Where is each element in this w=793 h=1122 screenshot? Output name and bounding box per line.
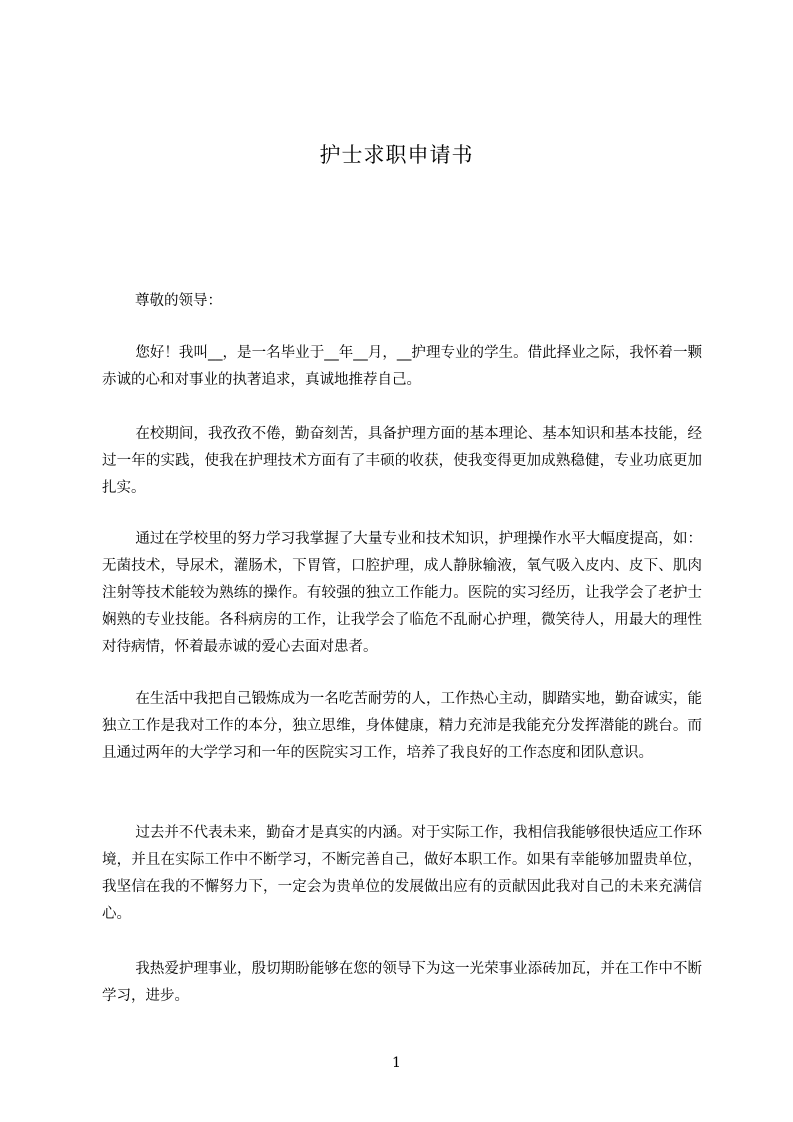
paragraph-text: 过去并不代表未来，勤奋才是真实的内涵。对于实际工作，我相信我能够很快适应工作环境，并且在实际工作中不断学习，不断完善自己，做好本职工作。如果有幸能够加盟贵单位，我坚信在我的不懈努力下，一定会为贵单位的发展做出应有的贡献因此我对自己的未来充满信心。 (102, 825, 702, 922)
paragraph-text: 通过在学校里的努力学习我掌握了大量专业和技术知识，护理操作水平大幅度提高，如：无菌技术，导尿术，灌肠术，下胃管，口腔护理，成人静脉输液，氧气吸入皮内、皮下、肌肉注射等技术能较为熟练的操作。有较强的独立工作能力。医院的实习经历，让我学会了老护士娴熟的专业技能。各科病房的工作，让我学会了临危不乱耐心护理，微笑待人，用最大的理性对待病情，怀着最赤诚的爱心去面对患者。 (102, 531, 702, 655)
document-title: 护士求职申请书 (319, 143, 474, 167)
paragraph-6 (102, 956, 702, 1010)
paragraph-5 (102, 820, 702, 928)
paragraph-text: 您好！我叫__，是一名毕业于__年__月，__护理专业的学生。借此择业之际，我怀着一颗赤诚的心和对事业的执著追求，真诚地推荐自己。 (102, 345, 702, 388)
paragraph-2 (102, 421, 702, 502)
paragraph-1 (102, 340, 702, 394)
salutation: 尊敬的领导： (135, 293, 222, 309)
paragraph-text: 在校期间，我孜孜不倦，勤奋刻苦，具备护理方面的基本理论、基本知识和基本技能，经过一年的实践，使我在护理技术方面有了丰硕的收获，使我变得更加成熟稳健，专业功底更加扎实。 (102, 426, 702, 496)
paragraph-text: 在生活中我把自己锻炼成为一名吃苦耐劳的人，工作热心主动，脚踏实地，勤奋诚实，能独立工作是我对工作的本分，独立思维，身体健康，精力充沛是我能充分发挥潜能的跳台。而且通过两年的大学学习和一年的医院实习工作，培养了我良好的工作态度和团队意识。 (102, 691, 702, 761)
page-number: 1 (392, 1055, 401, 1071)
paragraph-text: 我热爱护理事业，殷切期盼能够在您的领导下为这一光荣事业添砖加瓦，并在工作中不断学习，进步。 (102, 961, 702, 1004)
paragraph-3 (102, 526, 702, 661)
paragraph-4 (102, 686, 702, 767)
